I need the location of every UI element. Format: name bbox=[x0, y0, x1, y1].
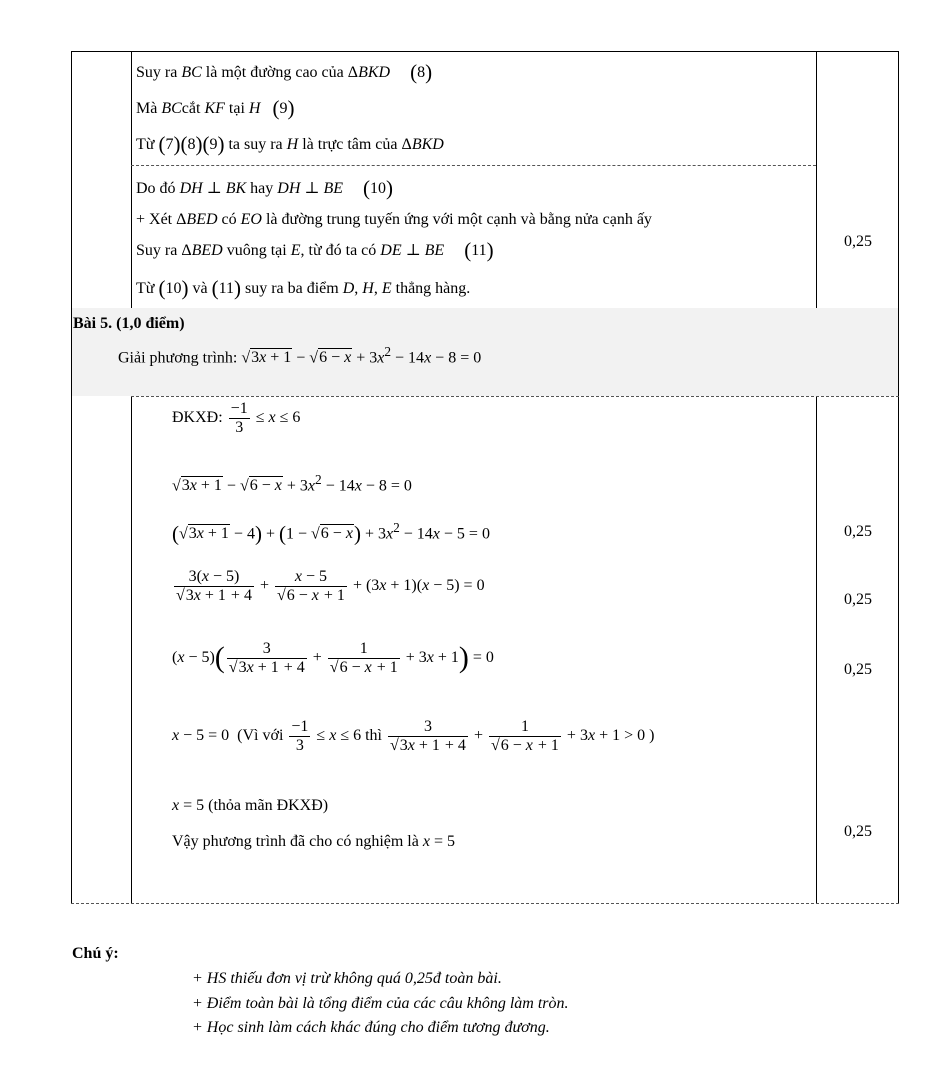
score-step-3: 0,25 bbox=[844, 591, 872, 608]
step-6: x = 5 (thỏa mãn ĐKXĐ) bbox=[172, 797, 329, 814]
line-bc-altitude: Suy ra BC là một đường cao của ΔBKD (8) bbox=[136, 60, 433, 84]
table-left-border bbox=[71, 51, 72, 904]
column-divider bbox=[131, 396, 132, 904]
notes-title: Chú ý: bbox=[72, 945, 119, 962]
score-step-7: 0,25 bbox=[844, 823, 872, 840]
score-section-b: 0,25 bbox=[844, 233, 872, 250]
step-dkxd: ĐKXĐ: $\frac{-1}{3}$ ≤ x ≤ 6 bbox=[172, 400, 301, 436]
note-item: + HS thiếu đơn vị trừ không quá 0,25đ toàn bài. bbox=[192, 970, 502, 987]
step-1: $√3x + 1 - √6 - x + 3x^2 - 14x - 8 = 0$ bbox=[172, 472, 412, 495]
line-bc-cuts-kf: Mà BCcắt KF tại H (9) bbox=[136, 96, 295, 120]
column-divider bbox=[816, 51, 817, 308]
table-top-border bbox=[71, 51, 899, 52]
line-orthocenter: Từ (7)(8)(9) ta suy ra H là trực tâm của ΔBKD bbox=[136, 132, 444, 156]
score-step-2: 0,25 bbox=[844, 523, 872, 540]
step-3: $\frac{3(x - 5)}{√3x + 1 + 4}$ + $\frac{x - 5}{√6 - x + 1}$ + (3x + 1)(x − 5) = 0 bbox=[176, 568, 485, 604]
step-7: Vậy phương trình đã cho có nghiệm là x = 5 bbox=[172, 833, 455, 850]
line-collinear: Từ (10) và (11) suy ra ba điểm D, H, E thẳng hàng. bbox=[136, 276, 471, 300]
row-divider bbox=[131, 165, 816, 166]
column-divider bbox=[816, 396, 817, 904]
column-divider bbox=[131, 51, 132, 308]
note-item: + Điểm toàn bài là tổng điểm của các câu không làm tròn. bbox=[192, 995, 569, 1012]
step-4: (x − 5)( $\frac{3}{√3x + 1 + 4}$ + $\frac{1}{√6 - x + 1}$ + 3x + 1) = 0 bbox=[172, 640, 494, 676]
bai5-title: Bài 5. (1,0 điểm) bbox=[73, 315, 185, 332]
step-2: $(√3x + 1 - 4) + (1 - √6 - x) + 3x^2 - 14x - 5 = 0$ bbox=[172, 520, 490, 546]
bai5-prompt: Giải phương trình: $√3x + 1 - √6 - x + 3x^2 - 14x - 8 = 0$ bbox=[118, 344, 482, 367]
step-5: x − 5 = 0 (Vì với $\frac{-1}{3}$ ≤ x ≤ 6 thì $\frac{3}{√3x + 1 + 4}$ + $\frac{1}{√6 - x + 1}$ + 3x + 1 > 0 ) bbox=[172, 718, 655, 754]
note-item: + Học sinh làm cách khác đúng cho điểm tương đương. bbox=[192, 1019, 550, 1036]
table-bottom-border bbox=[71, 903, 899, 904]
line-right-angle: Suy ra ΔBED vuông tại E, từ đó ta có DE ⊥ BE (11) bbox=[136, 238, 494, 262]
line-dh-perp-bk: Do đó DH ⊥ BK hay DH ⊥ BE (10) bbox=[136, 176, 393, 200]
score-step-4: 0,25 bbox=[844, 661, 872, 678]
line-median: + Xét ΔBED có EO là đường trung tuyến ứng với một cạnh và bằng nửa cạnh ấy bbox=[136, 211, 652, 228]
table-right-border bbox=[898, 51, 899, 904]
row-divider bbox=[131, 396, 899, 397]
